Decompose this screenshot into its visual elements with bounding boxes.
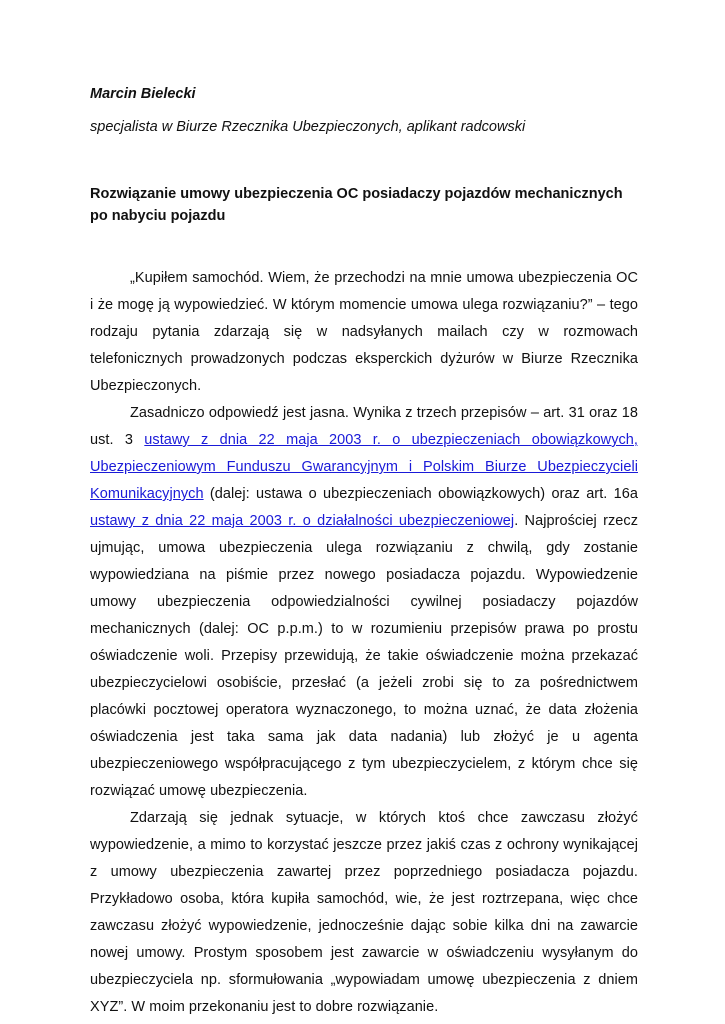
- link-ustawa-ubezpieczenia-obowiazkowe[interactable]: ustawy z dnia 22 maja 2003 r. o ubezpieczeniach obowiązkowych, Ubezpieczeniowym Funduszu Gwarancyjnym i Polskim Biurze Ubezpieczycieli Komunikacyjnych: [90, 432, 638, 502]
- author-role: specjalista w Biurze Rzecznika Ubezpieczonych, aplikant radcowski: [90, 119, 526, 135]
- paragraph-2: [90, 400, 638, 805]
- paragraph-2-text-1: Zasadniczo odpowiedź jest jasna. Wynika z trzech przepisów – art. 31 oraz 18 ust. 3: [90, 405, 638, 448]
- article-title: Rozwiązanie umowy ubezpieczenia OC posiadaczy pojazdów mechanicznych po nabyciu pojazdu: [90, 186, 623, 224]
- paragraph-3: Zdarzają się jednak sytuacje, w których ktoś chce zawczasu złożyć wypowiedzenie, a mimo to korzystać jeszcze przez jakiś czas z ochrony wynikającej z umowy ubezpieczenia zawartej przez poprzedniego posiadacza pojazdu. Przykładowo osoba, która kupiła samochód, wie, że jest roztrzepana, więc chce zawczasu złożyć wypowiedzenie, jednocześnie dając sobie kilka dni na zawarcie nowej umowy. Prostym sposobem jest zawarcie w oświadczeniu wysyłanym do ubezpieczyciela np. sformułowania „wypowiadam umowę ubezpieczenia z dniem XYZ”. W moim przekonaniu jest to dobre rozwiązanie.: [90, 810, 638, 1015]
- article-body: [90, 265, 638, 1021]
- paragraph-2-text-2: (dalej: ustawa o ubezpieczeniach obowiązkowych) oraz art. 16a: [203, 486, 638, 502]
- paragraph-2-text-3: . Najprościej rzecz ujmując, umowa ubezpieczenia ulega rozwiązaniu z chwilą, gdy zostanie wypowiedziana na piśmie przez nowego posiadacza pojazdu. Wypowiedzenie umowy ubezpieczenia odpowiedzialności cywilnej posiadaczy pojazdów mechanicznych (dalej: OC p.p.m.) to w rozumieniu przepisów prawa po prostu oświadczenie woli. Przepisy przewidują, że takie oświadczenie można przekazać ubezpieczycielowi osobiście, przesłać (a jeżeli zrobi się to za pośrednictwem placówki pocztowej operatora wyznaczonego, to można uznać, że data złożenia oświadczenia jest taka sama jak data nadania) lub złożyć je u agenta ubezpieczeniowego współpracującego z tym ubezpieczycielem, z którym chce się rozwiązać umowę ubezpieczenia.: [90, 513, 638, 799]
- author-name: Marcin Bielecki: [90, 86, 196, 102]
- paragraph-1: „Kupiłem samochód. Wiem, że przechodzi na mnie umowa ubezpieczenia OC i że mogę ją wypowiedzieć. W którym momencie umowa ulega rozwiązaniu?” – tego rodzaju pytania zdarzają się w nadsyłanych mailach czy w rozmowach telefonicznych prowadzonych podczas eksperckich dyżurów w Biurze Rzecznika Ubezpieczonych.: [90, 270, 638, 394]
- link-ustawa-dzialalnosc-ubezpieczeniowa[interactable]: ustawy z dnia 22 maja 2003 r. o działalności ubezpieczeniowej: [90, 513, 515, 529]
